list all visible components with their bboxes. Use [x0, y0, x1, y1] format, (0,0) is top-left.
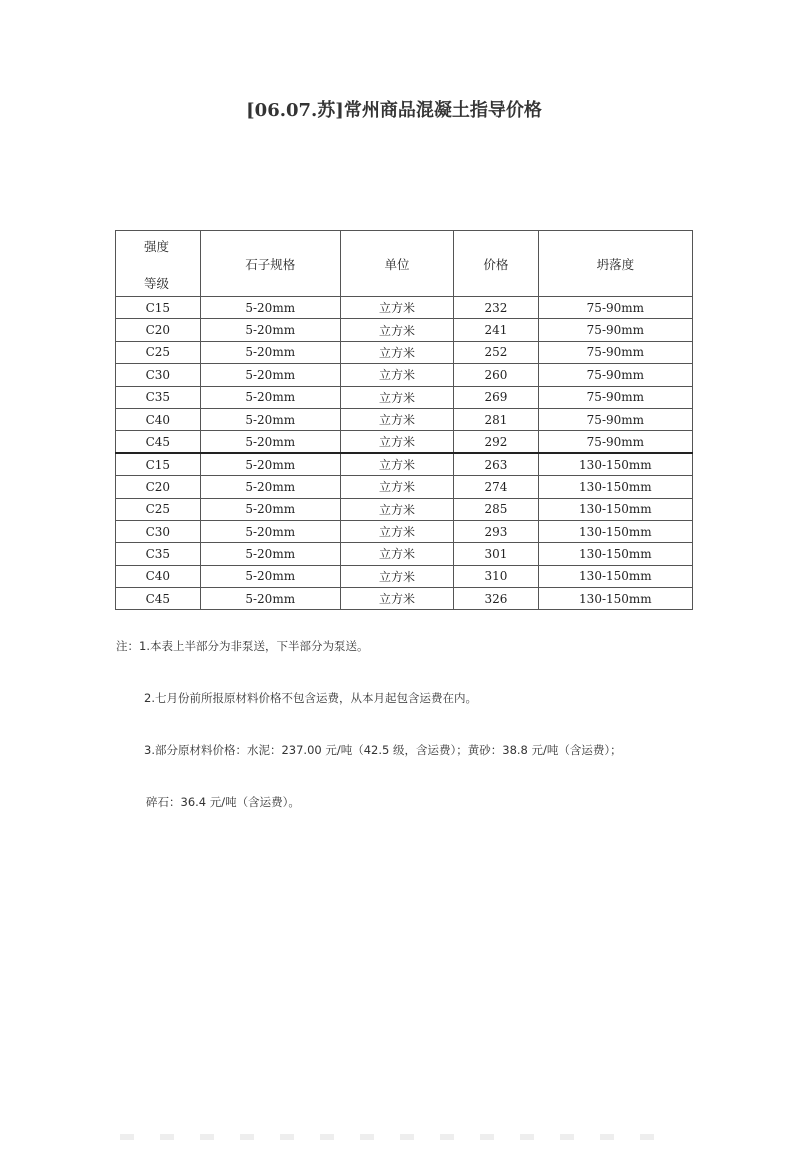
- cell-grade: C35: [116, 386, 201, 408]
- cell-price: 232: [454, 297, 539, 319]
- table-row: [116, 498, 693, 520]
- table-header-row: [116, 231, 693, 297]
- cell-stone: 5-20mm: [200, 543, 340, 565]
- cell-grade: C25: [116, 498, 201, 520]
- cell-grade: C45: [116, 588, 201, 610]
- cell-stone: 5-20mm: [200, 364, 340, 386]
- cell-slump: 75-90mm: [538, 386, 692, 408]
- cell-grade: C35: [116, 543, 201, 565]
- cell-grade: C30: [116, 364, 201, 386]
- cell-price: 274: [454, 476, 539, 498]
- table-row: [116, 476, 693, 498]
- cell-stone: 5-20mm: [200, 431, 340, 453]
- cell-stone: 5-20mm: [200, 588, 340, 610]
- page-title: [06.07.苏]常州商品混凝土指导价格: [246, 100, 542, 121]
- table-body: [116, 297, 693, 610]
- cell-price: 293: [454, 520, 539, 542]
- cell-slump: 130-150mm: [538, 520, 692, 542]
- cell-unit: 立方米: [340, 319, 453, 341]
- cell-slump: 75-90mm: [538, 319, 692, 341]
- cell-slump: 75-90mm: [538, 341, 692, 363]
- cell-slump: 130-150mm: [538, 498, 692, 520]
- cell-grade: C15: [116, 453, 201, 475]
- cell-unit: 立方米: [340, 498, 453, 520]
- cell-grade: C30: [116, 520, 201, 542]
- cell-price: 260: [454, 364, 539, 386]
- cell-grade: C20: [116, 476, 201, 498]
- cell-price: 292: [454, 431, 539, 453]
- table-row: [116, 364, 693, 386]
- cell-slump: 130-150mm: [538, 565, 692, 587]
- price-table: [115, 230, 693, 610]
- cell-unit: 立方米: [340, 520, 453, 542]
- cell-price: 252: [454, 341, 539, 363]
- cell-stone: 5-20mm: [200, 565, 340, 587]
- cell-grade: C25: [116, 341, 201, 363]
- cell-unit: 立方米: [340, 565, 453, 587]
- header-price: 价格: [454, 231, 539, 297]
- cell-price: 301: [454, 543, 539, 565]
- table-row: [116, 543, 693, 565]
- cell-stone: 5-20mm: [200, 386, 340, 408]
- cell-grade: C20: [116, 319, 201, 341]
- cell-unit: 立方米: [340, 364, 453, 386]
- cell-slump: 75-90mm: [538, 297, 692, 319]
- cell-stone: 5-20mm: [200, 408, 340, 430]
- header-grade-bottom: 等级: [144, 276, 170, 291]
- cell-unit: 立方米: [340, 408, 453, 430]
- cell-price: 241: [454, 319, 539, 341]
- cell-grade: C45: [116, 431, 201, 453]
- cell-unit: 立方米: [340, 543, 453, 565]
- cell-unit: 立方米: [340, 297, 453, 319]
- cell-slump: 130-150mm: [538, 588, 692, 610]
- cell-price: 269: [454, 386, 539, 408]
- cell-unit: 立方米: [340, 386, 453, 408]
- cell-unit: 立方米: [340, 431, 453, 453]
- cell-unit: 立方米: [340, 341, 453, 363]
- cell-price: 310: [454, 565, 539, 587]
- table-row: [116, 341, 693, 363]
- note-3: 3.部分原材料价格：水泥：237.00 元/吨（42.5 级，含运费）；黄砂：38.8 元/吨（含运费）；: [144, 743, 622, 757]
- table-row: [116, 408, 693, 430]
- cell-grade: C40: [116, 565, 201, 587]
- cell-stone: 5-20mm: [200, 498, 340, 520]
- note-2: 2.七月份前所报原材料价格不包含运费，从本月起包含运费在内。: [144, 691, 477, 705]
- table-row: [116, 297, 693, 319]
- scan-artifact: [120, 1134, 680, 1140]
- cell-unit: 立方米: [340, 588, 453, 610]
- note-1: 注：1.本表上半部分为非泵送，下半部分为泵送。: [116, 639, 369, 653]
- header-slump: 坍落度: [538, 231, 692, 297]
- cell-price: 281: [454, 408, 539, 430]
- table-row: [116, 588, 693, 610]
- table-row: [116, 565, 693, 587]
- cell-price: 263: [454, 453, 539, 475]
- cell-stone: 5-20mm: [200, 341, 340, 363]
- cell-slump: 75-90mm: [538, 364, 692, 386]
- cell-price: 285: [454, 498, 539, 520]
- cell-unit: 立方米: [340, 453, 453, 475]
- cell-slump: 130-150mm: [538, 476, 692, 498]
- cell-stone: 5-20mm: [200, 476, 340, 498]
- table-row: [116, 386, 693, 408]
- cell-slump: 75-90mm: [538, 431, 692, 453]
- cell-stone: 5-20mm: [200, 297, 340, 319]
- table-row: [116, 520, 693, 542]
- header-stone: 石子规格: [200, 231, 340, 297]
- cell-slump: 75-90mm: [538, 408, 692, 430]
- cell-grade: C40: [116, 408, 201, 430]
- header-grade: [116, 231, 201, 297]
- cell-unit: 立方米: [340, 476, 453, 498]
- table-row: [116, 453, 693, 475]
- cell-stone: 5-20mm: [200, 319, 340, 341]
- note-4: 碎石：36.4 元/吨（含运费）。: [146, 795, 300, 809]
- cell-grade: C15: [116, 297, 201, 319]
- cell-stone: 5-20mm: [200, 453, 340, 475]
- cell-slump: 130-150mm: [538, 543, 692, 565]
- table-row: [116, 319, 693, 341]
- cell-stone: 5-20mm: [200, 520, 340, 542]
- header-unit: 单位: [340, 231, 453, 297]
- header-grade-top: 强度: [144, 239, 170, 254]
- cell-slump: 130-150mm: [538, 453, 692, 475]
- table-row: [116, 431, 693, 453]
- cell-price: 326: [454, 588, 539, 610]
